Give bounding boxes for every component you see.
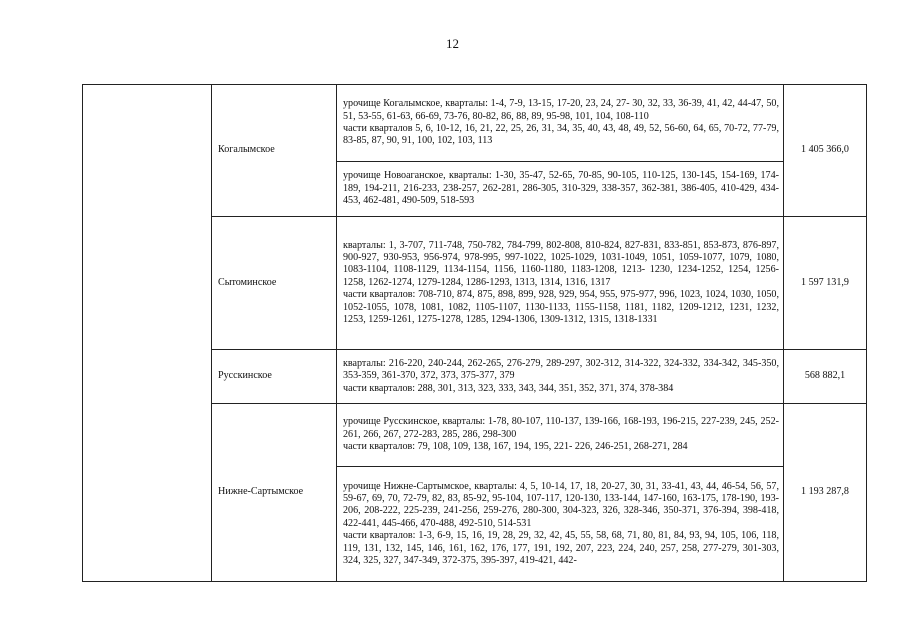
table-row xyxy=(83,85,867,217)
page-number: 12 xyxy=(446,36,459,51)
tract-block xyxy=(337,467,783,582)
sub-tracts xyxy=(337,85,783,216)
area-value: 1 193 287,8 xyxy=(784,404,867,582)
quarters-description xyxy=(337,404,784,582)
sub-tracts xyxy=(337,404,783,581)
forestry-name: Русскинское xyxy=(212,350,337,404)
forestry-name: Нижне-Сартымское xyxy=(212,404,337,582)
tract-quarters-text: урочище Русскинское, кварталы: 1-78, 80-107, 110-137, 139-166, 168-193, 196-215, 227-239, 245, 252-261, 266, 267, 272-283, 285, 286, 298-300 части кварталов: 79, 108, 109, 138, 167, 194, 195, 221- 226, 246-251, 268-271, 284 xyxy=(343,416,779,453)
quarters-description xyxy=(337,85,784,217)
forest-quarters-table xyxy=(82,84,867,582)
area-value: 568 882,1 xyxy=(784,350,867,404)
tract-block xyxy=(337,162,783,217)
tract-quarters-text: урочище Нижне-Сартымское, кварталы: 4, 5, 10-14, 17, 18, 20-27, 30, 31, 33-41, 43, 44, 46-54, 56, 57, 59-67, 69, 70, 72-79, 82, 83, 85-92, 95-104, 107-117, 120-130, 133-144, 147-160, 163-175, 178-190, 193-206, 208-222, 225-239, 241-256, 259-276, 280-300, 304-323, 326, 328-346, 350-371, 376-394, 398-418, 422-441, 445-466, 470-488, 492-510, 514-531 части кварталов: 1-3, 6-9, 15, 16, 19, 28, 29, 32, 42, 45, 55, 58, 68, 71, 80, 81, 84, 93, 94, 105, 106, 118, 119, 131, 132, 145, 146, 161, 162, 176, 177, 191, 192, 207, 223, 224, 240, 257, 258, 277-279, 301-303, 324, 325, 327, 347-349, 372-375, 395-397, 419-421, 442- xyxy=(343,480,779,567)
tract-quarters-text: урочище Новоаганское, кварталы: 1-30, 35-47, 52-65, 70-85, 90-105, 110-125, 130-145, 154-169, 174-189, 194-211, 216-233, 238-257, 262-281, 286-305, 310-329, 338-357, 362-381, 386-405, 410-429, 434-453, 462-481, 490-509, 518-593 xyxy=(343,170,779,207)
area-value: 1 405 366,0 xyxy=(784,85,867,217)
tract-quarters-text: урочище Когалымское, кварталы: 1-4, 7-9, 13-15, 17-20, 23, 24, 27- 30, 32, 33, 36-39, 41, 42, 44-47, 50, 51, 53-55, 61-63, 66-69, 73-76, 80-82, 86, 88, 89, 95-98, 101, 104, 108-110 части кварталов 5, 6, 10-12, 16, 21, 22, 25, 26, 31, 34, 35, 40, 43, 48, 49, 52, 56-60, 64, 65, 70-72, 77-79, 83-85, 87, 90, 91, 100, 102, 103, 113 xyxy=(343,98,779,147)
forestry-name: Сытоминское xyxy=(212,217,337,350)
quarters-text: кварталы: 216-220, 240-244, 262-265, 276-279, 289-297, 302-312, 314-322, 324-332, 334-342, 345-350, 353-359, 361-370, 372, 373, 375-377, 379 части кварталов: 288, 301, 313, 323, 333, 343, 344, 351, 352, 371, 374, 378-384 xyxy=(343,357,779,394)
quarters-description xyxy=(337,350,784,404)
tract-block xyxy=(337,404,783,467)
quarters-text: кварталы: 1, 3-707, 711-748, 750-782, 784-799, 802-808, 810-824, 827-831, 833-851, 853-873, 876-897, 900-927, 930-953, 956-974, 978-995, 997-1022, 1025-1029, 1031-1049, 1051, 1059-1077, 1079, 1080, 1083-1104, 1108-1129, 1134-1154, 1156, 1160-1180, 1183-1208, 1213- 1230, 1234-1252, 1254, 1256-1258, 1262-1274, 1279-1284, 1286-1293, 1313, 1314, 1316, 1317 части кварталов: 708-710, 874, 875, 898, 899, 928, 929, 954, 955, 975-977, 996, 1023, 1024, 1030, 1050, 1052-1055, 1078, 1081, 1082, 1105-1107, 1130-1133, 1155-1158, 1181, 1182, 1209-1212, 1231, 1232, 1253, 1259-1261, 1275-1278, 1285, 1294-1306, 1309-1312, 1315, 1318-1331 xyxy=(343,239,779,326)
district-cell xyxy=(83,85,212,582)
tract-block xyxy=(337,85,783,162)
forestry-name: Когалымское xyxy=(212,85,337,217)
quarters-description xyxy=(337,217,784,350)
area-value: 1 597 131,9 xyxy=(784,217,867,350)
